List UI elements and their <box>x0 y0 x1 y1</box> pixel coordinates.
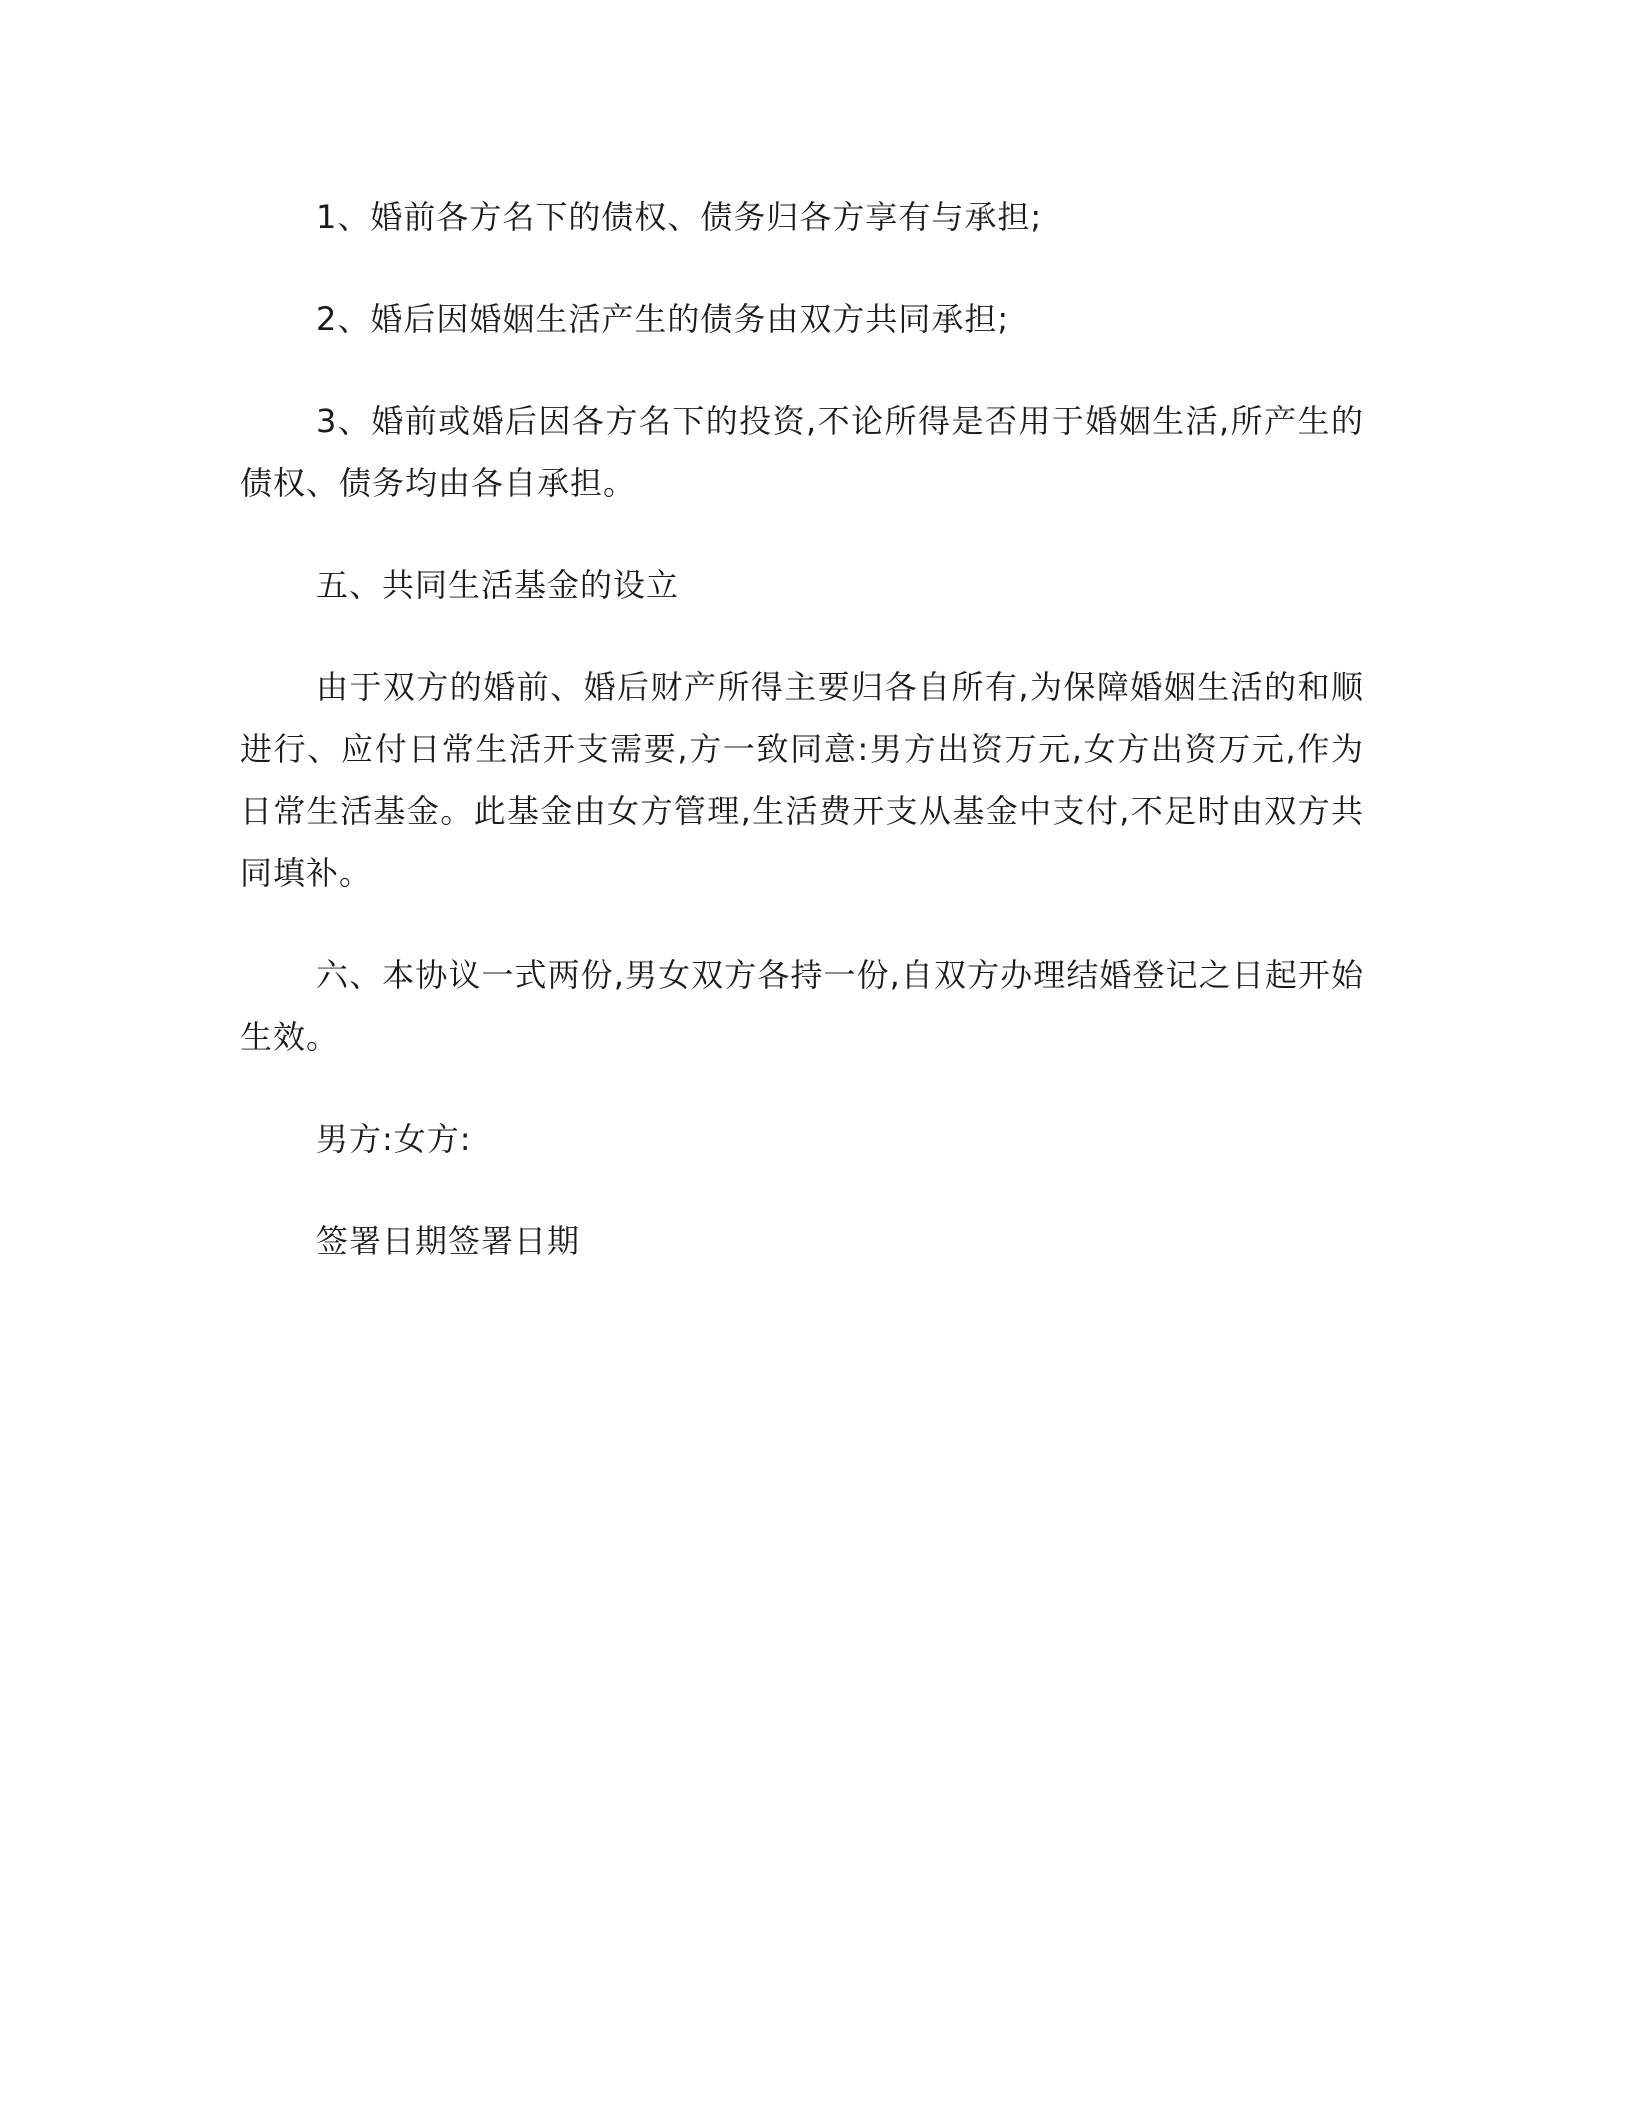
clause-debt-premarital: 1、婚前各方名下的债权、债务归各方享有与承担; <box>316 198 1043 236</box>
clause-effectiveness: 六、本协议一式两份,男女双方各持一份,自双方办理结婚登记之日起开始生效。 <box>240 956 1364 1056</box>
section-heading-living-fund: 五、共同生活基金的设立 <box>316 566 680 604</box>
signature-parties: 男方:女方: <box>316 1120 472 1158</box>
clause-debt-marital: 2、婚后因婚姻生活产生的债务由双方共同承担; <box>316 300 1010 338</box>
clause-debt-investment: 3、婚前或婚后因各方名下的投资,不论所得是否用于婚姻生活,所产生的债权、债务均由各自承担。 <box>240 402 1364 502</box>
clause-living-fund: 由于双方的婚前、婚后财产所得主要归各自所有,为保障婚姻生活的和顺进行、应付日常生活开支需要,方一致同意:男方出资万元,女方出资万元,作为日常生活基金。此基金由女方管理,生活费开支从基金中支付,不足时由双方共同填补。 <box>240 668 1364 892</box>
signature-dates: 签署日期签署日期 <box>316 1222 581 1260</box>
document-body <box>240 186 1364 1272</box>
